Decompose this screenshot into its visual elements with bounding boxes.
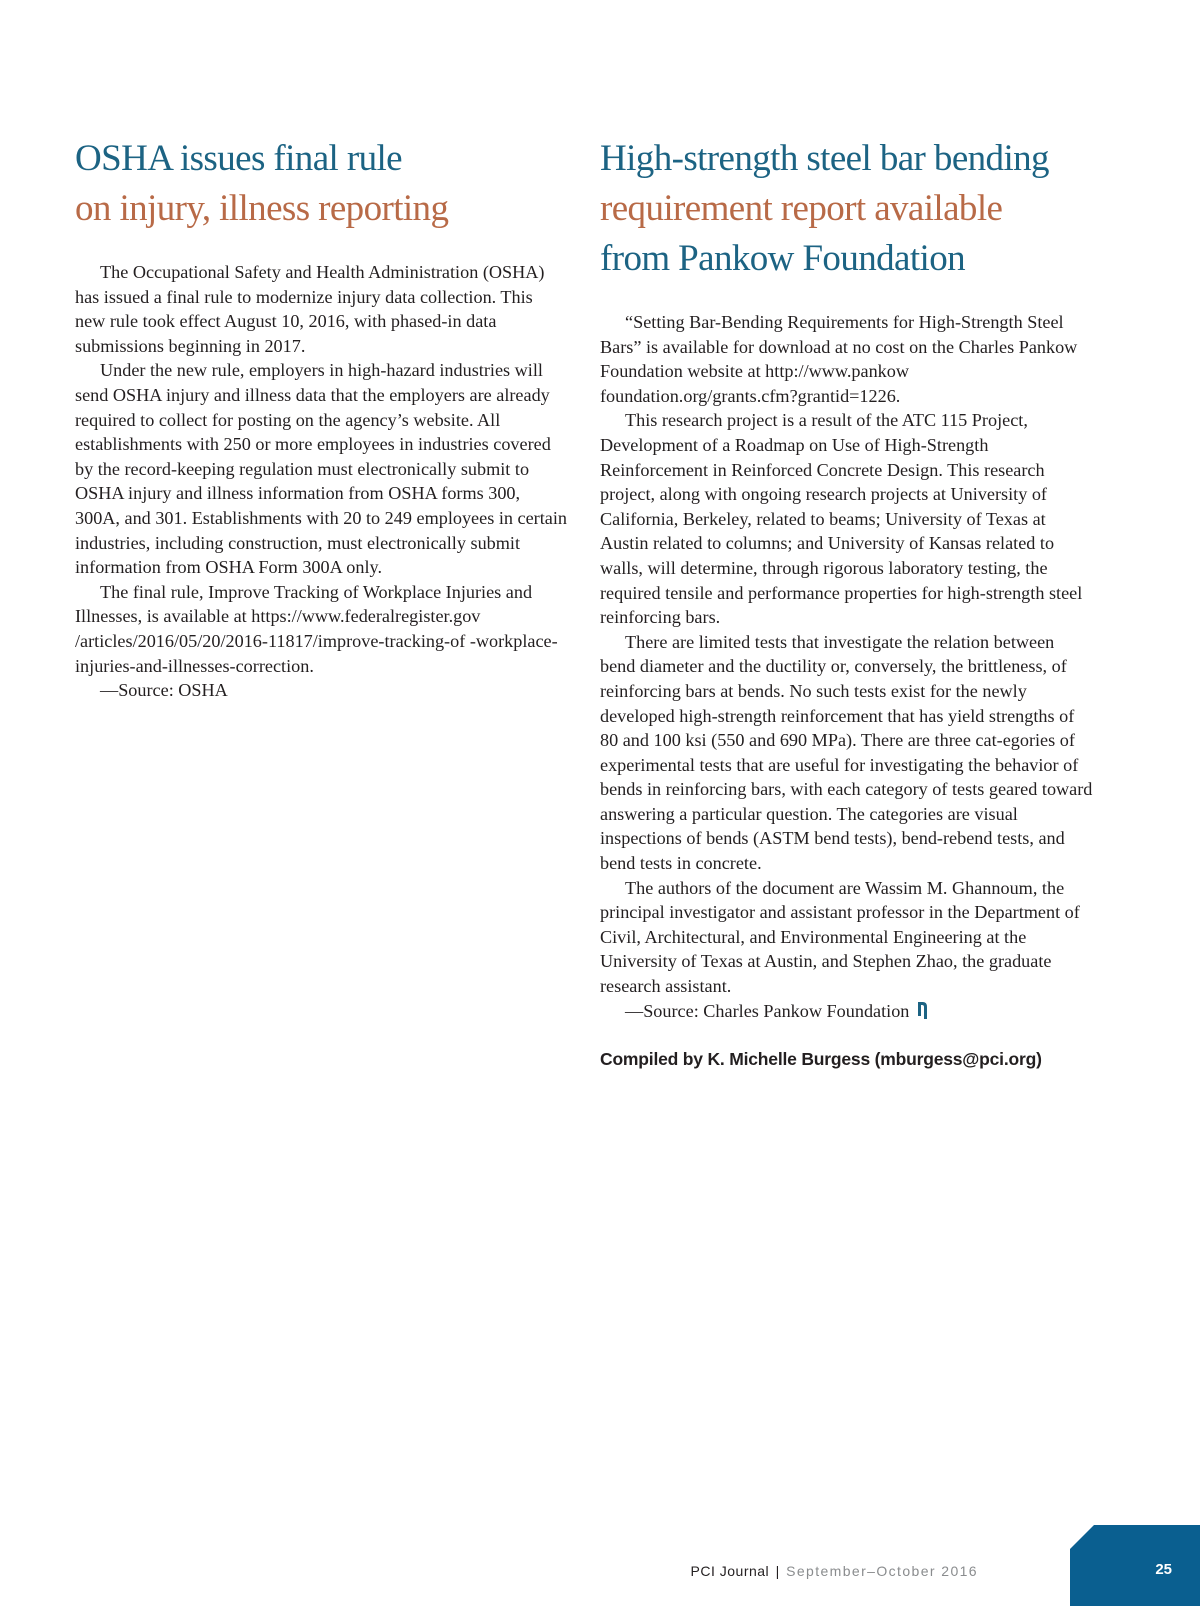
article-body xyxy=(600,310,1094,1023)
paragraph: The authors of the document are Wassim M. Ghannoum, the principal investigator and assistant professor in the Department of Civil, Architectural, and Environmental Engineering at the University of Texas at Austin, and Stephen Zhao, the graduate research assistant. xyxy=(600,877,1080,997)
headline-line: OSHA issues final rule xyxy=(75,138,402,179)
pci-end-mark-icon xyxy=(917,1002,928,1019)
source-line xyxy=(600,999,1094,1024)
headline-line: High-strength steel bar bending xyxy=(600,138,1049,179)
compiled-by-credit: Compiled by K. Michelle Burgess (mburgess@pci.org) xyxy=(600,1049,1042,1070)
article-headline xyxy=(75,134,567,234)
headline-line: requirement report available xyxy=(600,188,1003,229)
page-number-tab xyxy=(1070,1525,1200,1606)
headline-line: from Pankow Foundation xyxy=(600,238,966,279)
paragraph: This research project is a result of the ATC 115 Project, Development of a Roadmap on Use of High-Strength Reinforcement in Reinforced Concrete Design. This research project, along with ongoing research projects at University of California, Berkeley, related to beams; University of Texas at Austin related to columns; and University of Kansas related to walls, will determine, through rigorous laboratory testing, the required tensile and performance properties for high-strength steel reinforcing bars. xyxy=(600,410,1083,628)
headline-line: on injury, illness reporting xyxy=(75,188,449,229)
page-number: 25 xyxy=(1155,1561,1172,1578)
article-pankow xyxy=(600,134,1094,1070)
paragraph: “Setting Bar-Bending Requirements for High-Strength Steel Bars” is available for download at no cost on the Charles Pankow Foundation website at http://www.pankow foundation.org/grants.cfm?grantid=1226. xyxy=(600,312,1078,406)
paragraph: Under the new rule, employers in high-hazard industries will send OSHA injury and illness data that the employers are already required to collect for posting on the agency’s website. All establishments with 250 or more employees in industries covered by the record-keeping regulation must electronically submit to OSHA injury and illness information from OSHA forms 300, 300A, and 301. Establishments with 20 to 249 employees in certain industries, including construction, must electronically submit information from OSHA Form 300A only. xyxy=(75,360,567,578)
paragraph: There are limited tests that investigate the relation between bend diameter and the ductility or, conversely, the brittleness, of reinforcing bars at bends. No such tests exist for the newly developed high-strength reinforcement that has yield strengths of 80 and 100 ksi (550 and 690 MPa). There are three cat-egories of experimental tests that are useful for investigating the behavior of bends in reinforcing bars, with each category of tests geared toward answering a particular question. The categories are visual inspections of bends (ASTM bend tests), bend-rebend tests, and bend tests in concrete. xyxy=(600,631,1093,874)
article-body xyxy=(75,260,567,703)
journal-name: PCI Journal xyxy=(690,1563,770,1579)
article-headline xyxy=(600,134,1094,284)
paragraph: The final rule, Improve Tracking of Workplace Injuries and Illnesses, is available at https://www.federalregister.gov /articles/2016/05/20/2016-11817/improve-tracking-of -workplace-injuries-and-illnesses-correction. xyxy=(75,581,558,676)
footer-separator: | xyxy=(775,1563,780,1579)
page-footer xyxy=(691,1563,978,1579)
source-line: —Source: OSHA xyxy=(100,680,228,701)
article-osha xyxy=(75,134,567,703)
paragraph: The Occupational Safety and Health Administration (OSHA) has issued a final rule to modernize injury data collection. This new rule took effect August 10, 2016, with phased-in data submissions beginning in 2017. xyxy=(75,262,545,356)
source-text: —Source: Charles Pankow Foundation xyxy=(625,1000,910,1021)
issue-date: September–October 2016 xyxy=(786,1563,978,1579)
